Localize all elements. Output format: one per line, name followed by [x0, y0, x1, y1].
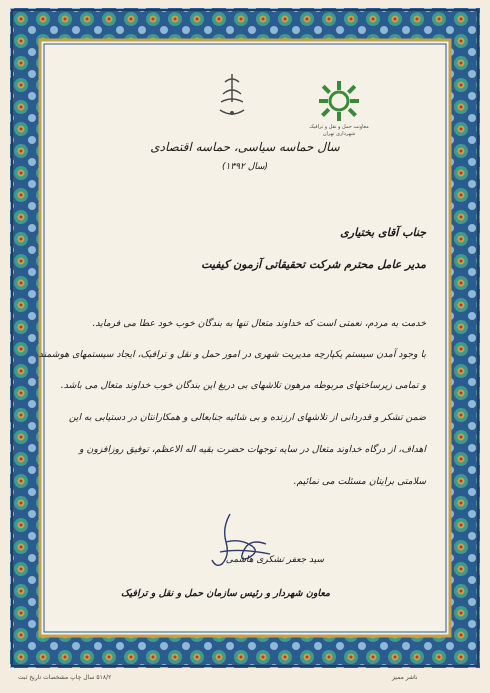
footer-right-text: ۵۱۸/۲ سال چاپ مشخصات تاریخ ثبت	[18, 674, 112, 681]
signatory-position: معاون شهردار و رئیس سازمان حمل و نقل و ترافیک	[121, 588, 330, 599]
year-number: (سال ۱۳۹۲)	[221, 162, 269, 172]
addressee: جناب آقای بختیاری	[340, 226, 426, 239]
letter-paragraph-line: با وجود آمدن سیستم یکپارچه مدیریت شهری در امور حمل و نقل و ترافیک، ایجاد سیستمهای هوشمند	[38, 349, 426, 360]
letter-paragraph-line: سلامتی برایتان مسئلت می نمائیم.	[293, 476, 426, 487]
footer-left-text: ناشر ممیز	[392, 674, 418, 681]
signatory-name: سید جعفر تشکری هاشمی	[225, 555, 324, 565]
org-caption: معاونت حمل و نقل و ترافیک شهرداری تهران	[309, 124, 369, 137]
addressee-title: مدیر عامل محترم شرکت تحقیقاتی آزمون کیفیت	[201, 258, 426, 271]
year-title: سال حماسه سیاسی، حماسه اقتصادی	[150, 140, 340, 154]
letter-paragraph-line: اهداف، از درگاه خداوند متعال در سایه توجهات حضرت بقیه اله الاعظم، توفیق روزافزون و	[79, 444, 426, 455]
calligraphy-emblem-icon	[215, 72, 249, 120]
letter-paragraph-line: ضمن تشکر و قدردانی از تلاشهای ارزنده و بی شائبه جنابعالی و همکارانتان در دستیابی به این	[68, 412, 426, 423]
letter-paragraph-line: خدمت به مردم، نعمتی است که خداوند متعال تنها به بندگان خوب خود عطا می فرماید.	[92, 318, 426, 329]
letter-paragraph-line: و تمامی زیرساختهای مربوطه مرهون تلاشهای بی دریغ این بندگان خوب خداوند متعال می باشد.	[60, 380, 426, 391]
tehran-municipality-logo	[318, 80, 360, 122]
